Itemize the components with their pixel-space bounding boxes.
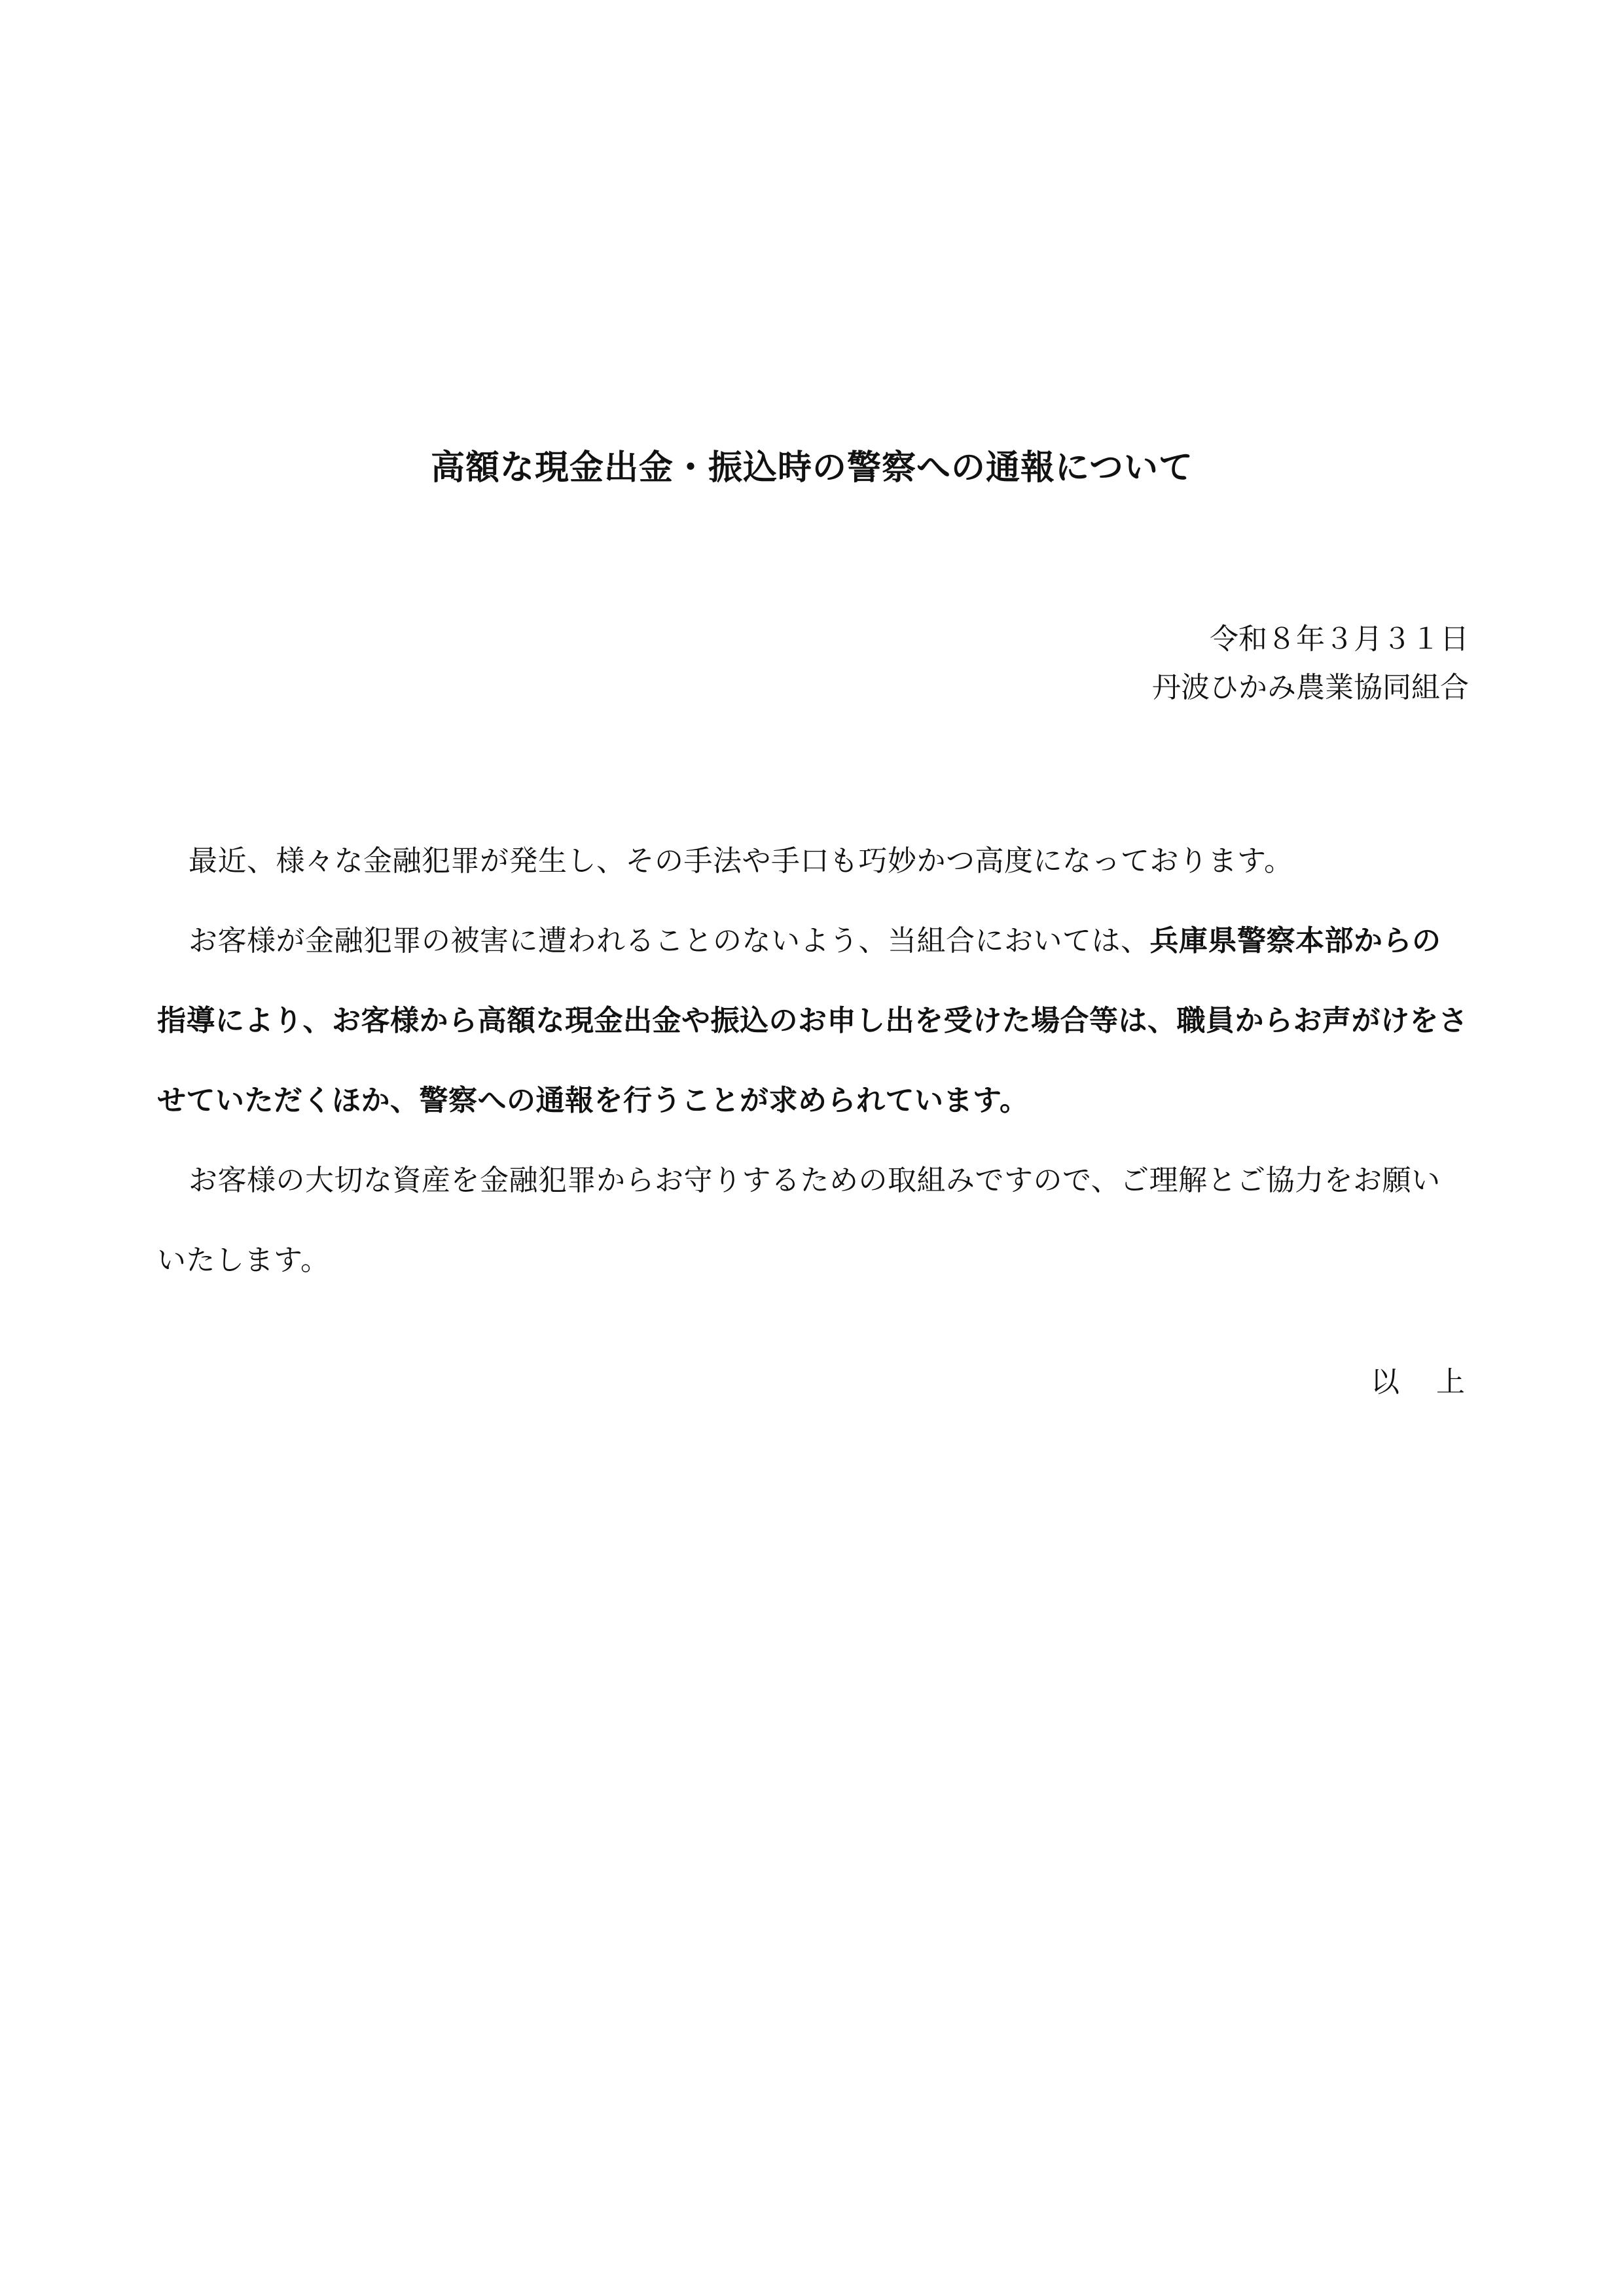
paragraph-2 [157, 901, 1469, 1141]
paragraph-2-emphasis: 兵庫県警察本部からの指導により、お客様から高額な現金出金や振込のお申し出を受けた場合等は、職員からお声がけをさせていただくほか、警察への通報を行うことが求められています。 [157, 924, 1468, 1117]
document-body [157, 821, 1469, 1300]
paragraph-1: 最近、様々な金融犯罪が発生し、その手法や手口も巧妙かつ高度になっております。 [189, 844, 1293, 878]
paragraph-3: お客様の大切な資産を金融犯罪からお守りするための取組みですので、ご理解とご協力をお願いいたします。 [157, 1164, 1441, 1277]
paragraph-2-text: お客様が金融犯罪の被害に遭われることのないよう、当組合においては、 [189, 924, 1150, 958]
closing-mark: 以 上 [1371, 1365, 1469, 1399]
issue-date: 令和８年３月３１日 [1210, 622, 1469, 656]
document-title: 高額な現金出金・振込時の警察への通報について [431, 448, 1193, 488]
document-meta [1152, 615, 1469, 712]
issuing-organization: 丹波ひかみ農業協同組合 [1152, 671, 1469, 704]
